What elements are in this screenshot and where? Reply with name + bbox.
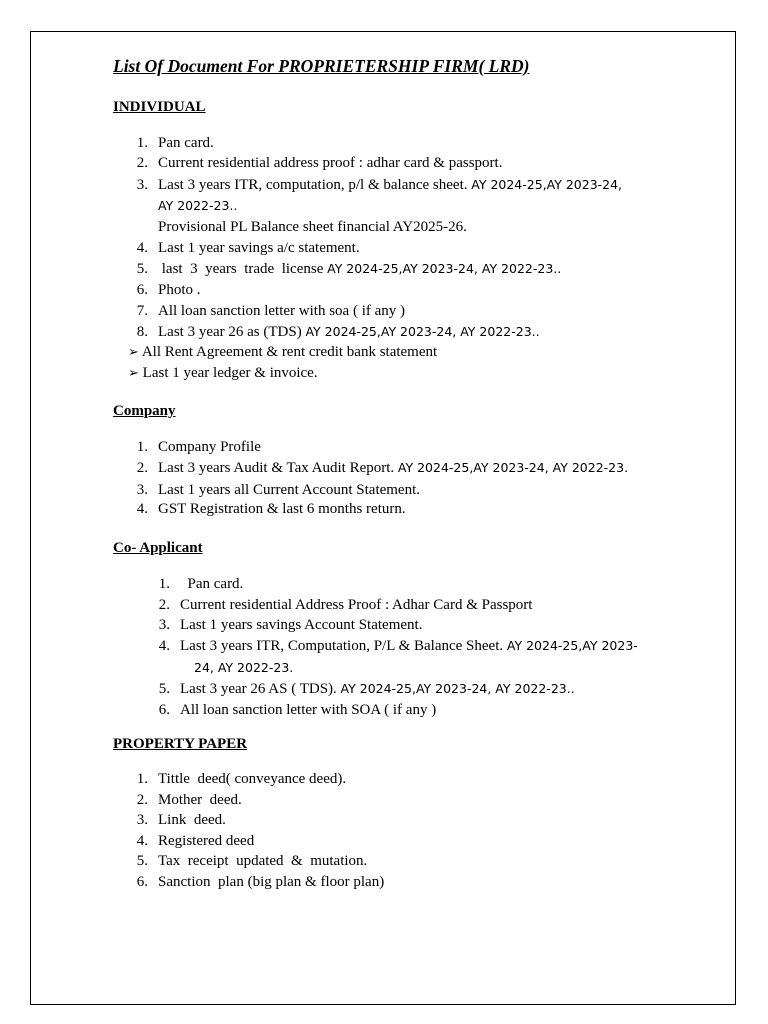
list-item-continuation: Provisional PL Balance sheet financial AY2025-26. (158, 219, 467, 235)
list-item-continuation: 24, AY 2022-23. (194, 660, 294, 675)
section-heading-co-applicant: Co- Applicant (113, 540, 203, 556)
section-heading-company: Company (113, 403, 176, 419)
bullet-item: ➢ Last 1 year ledger & invoice. (128, 365, 318, 381)
section-heading-property-paper: PROPERTY PAPER (113, 736, 248, 752)
list-item-continuation: AY 2022-23.. (158, 198, 238, 213)
bullet-item: ➢ All Rent Agreement & rent credit bank statement (128, 344, 438, 360)
document-title: List Of Document For PROPRIETERSHIP FIRM( LRD) (113, 56, 530, 76)
arrow-bullet-icon: ➢ (128, 345, 139, 360)
section-heading-individual: INDIVIDUAL (113, 99, 206, 115)
arrow-bullet-icon: ➢ (128, 366, 139, 381)
